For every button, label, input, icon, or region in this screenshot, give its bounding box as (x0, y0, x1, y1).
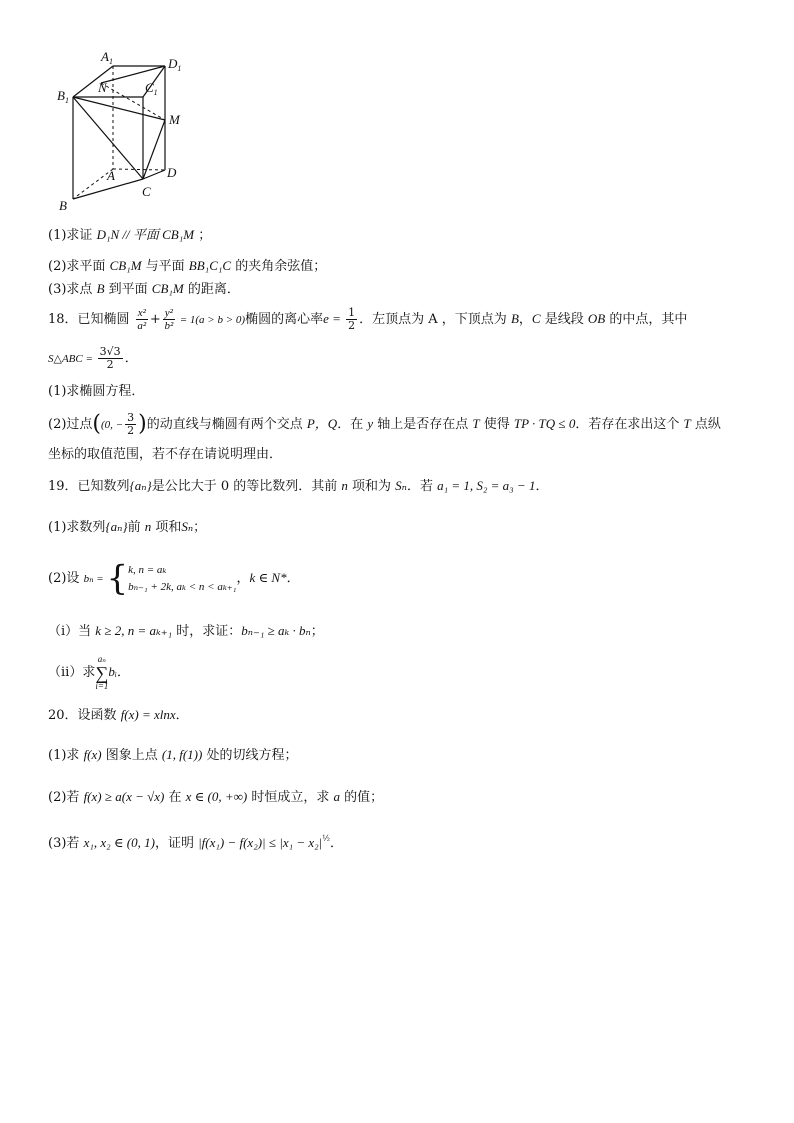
math: f(x) (83, 747, 102, 762)
text: (2)设 (48, 571, 84, 586)
q20-part3 (48, 830, 343, 853)
text: ．若存在求出这个 (575, 417, 684, 432)
math: {aₙ} (129, 478, 152, 493)
label-c1: $C_1$ (145, 80, 158, 97)
q19-sub-i (48, 622, 324, 641)
q18-intro: 18．已知椭圆 $\frac{\text{x²}}{\text{a²}}$ + $\frac{\text{y²}}{\text{b²}}$ = 1(a > b > 0)椭圆的离心率e = $\frac{1}{2}$ ．左顶点为 A ，下顶点为 B，C 是线段 OB 的中点，其中 (48, 306, 688, 332)
text: ．在 (337, 417, 368, 432)
label-b: B (59, 198, 67, 213)
text: 20．设函数 (48, 708, 121, 723)
text: 项和为 (347, 479, 396, 494)
q19-intro (48, 477, 548, 496)
math: a₁ = 1, S₂ = a₃ − 1 (437, 478, 536, 493)
math: e = (323, 311, 345, 326)
label-m: M (169, 112, 180, 127)
text: 的距离． (183, 282, 240, 297)
label-d1: $D_1$ (168, 56, 182, 73)
q20-intro (48, 706, 189, 725)
text: 是线段 (540, 312, 588, 327)
q18-part1 (48, 383, 144, 401)
hidden-edge-a-d (113, 169, 165, 170)
prism-figure (55, 48, 195, 218)
text: 时恒成立，求 (247, 790, 334, 805)
q20-part1 (48, 746, 297, 765)
math: bₙ = (83, 573, 107, 585)
q19-sub-ii (48, 652, 130, 693)
text: (2)过点 (48, 417, 93, 432)
text: ，证明 (154, 836, 199, 851)
summation: aₙ ∑ i=1 (95, 653, 109, 691)
text: 椭圆的离心率 (245, 312, 324, 327)
math: x ∈ (0, +∞) (185, 789, 248, 804)
math: bᵢ (108, 664, 117, 679)
math: B (510, 311, 519, 326)
math: n (341, 478, 348, 493)
math: = 1(a > b > 0) (176, 314, 246, 326)
text: (2)若 (48, 790, 84, 805)
math: T (472, 416, 480, 431)
text: ， (236, 571, 250, 586)
fraction: $\frac{3}{2}$ (127, 411, 135, 437)
math: {aₙ} (105, 519, 128, 534)
text: ．左顶点为 A ，下顶点为 (359, 312, 511, 327)
q18-area (48, 344, 138, 374)
math: (1, f(1)) (161, 747, 203, 762)
q19-part1 (48, 518, 206, 537)
text: 18．已知椭圆 (48, 312, 130, 327)
text: (1)求数列 (48, 520, 106, 535)
math: TP · TQ ≤ 0 (513, 416, 576, 431)
text: 的中点，其中 (605, 312, 688, 327)
fraction: $\frac{\text{x²}}{\text{a²}}$ (137, 307, 147, 332)
q17-part3 (48, 280, 240, 299)
text: 处的切线方程； (202, 748, 298, 763)
text: 使得 (479, 417, 514, 432)
math: T (683, 416, 691, 431)
math: Sₙ (395, 478, 407, 493)
label-a1: $A_1$ (101, 49, 113, 66)
text: ．若 (406, 479, 438, 494)
math: BB₁C₁C (188, 258, 232, 273)
q17-part1 (48, 226, 211, 245)
brace: { (106, 558, 129, 599)
q20-part2 (48, 788, 383, 807)
math: k ∈ N* (249, 570, 287, 585)
math: B (96, 281, 105, 296)
text: (3)求点 (48, 282, 97, 297)
label-a: A (107, 168, 115, 183)
q17-part2 (48, 257, 326, 276)
text: ． (330, 836, 344, 851)
text: （ⅰ）当 (48, 624, 96, 639)
math: S△ABC = (48, 353, 96, 365)
math: C (531, 311, 541, 326)
text: 坐标的取值范围，若不存在请说明理由． (48, 447, 283, 462)
text: 项和 (151, 520, 182, 535)
text: 轴上是否存在点 (373, 417, 473, 432)
text: ． (124, 351, 138, 366)
text: (1)求证 (48, 228, 97, 243)
text: ． (535, 479, 549, 494)
math: CB₁M (109, 258, 142, 273)
math: |f(x₁) − f(x₂)| ≤ |x₁ − x₂| (198, 835, 323, 850)
math: f(x) ≥ a(x − √x) (83, 789, 165, 804)
q19-part2 (48, 558, 300, 599)
math: bₙ₋₁ ≥ aₖ · bₙ (241, 623, 311, 638)
text: 前 (127, 520, 145, 535)
math: k ≥ 2, n = aₖ₊₁ (95, 623, 173, 638)
math: CB₁M (151, 281, 184, 296)
q18-part2: (2)过点((0, − $\frac{3}{2}$ )的动直线与椭圆有两个交点 P，Q．在 y 轴上是否存在点 T 使得 TP · TQ ≤ 0．若存在求出这个 T 点纵 (48, 411, 721, 437)
text: (1)求椭圆方程． (48, 384, 145, 399)
piecewise-cases: k, n = aₖ bₙ₋₁ + 2k, aₖ < n < aₖ₊₁ (128, 563, 237, 593)
math: P，Q (306, 416, 338, 431)
label-c: C (142, 184, 151, 199)
math: OB (587, 311, 606, 326)
text: 19．已知数列 (48, 479, 130, 494)
math: a (333, 789, 340, 804)
label-b1: $B_1$ (57, 88, 69, 105)
text: 时，求证： (172, 624, 242, 639)
q18-part2-cont (48, 446, 282, 464)
text: (2)求平面 (48, 259, 110, 274)
text: ． (286, 571, 300, 586)
fraction: $\frac{3√3}{2}$ (99, 345, 121, 371)
text: 在 (164, 790, 186, 805)
math: (0, − (101, 419, 124, 431)
text: 点纵 (690, 417, 721, 432)
math: y (367, 416, 374, 431)
math: Sₙ (181, 519, 194, 534)
text: 图象上点 (101, 748, 162, 763)
label-n: N (98, 80, 107, 95)
text: 与平面 (141, 259, 189, 274)
fraction: $\frac{\text{y²}}{\text{b²}}$ (164, 307, 174, 332)
text: ； (310, 624, 324, 639)
text: 是公比大于 0 的等比数列．其前 (151, 479, 342, 494)
text: ． (116, 665, 130, 680)
fraction: $\frac{1}{2}$ (348, 306, 356, 332)
math: x₁, x₂ ∈ (0, 1) (83, 835, 155, 850)
text: （ⅱ）求 (48, 665, 96, 680)
text: ． (175, 708, 189, 723)
text: ， (518, 312, 532, 327)
exponent: ½ (322, 834, 331, 843)
text: 到平面 (104, 282, 152, 297)
text: ； (193, 520, 207, 535)
math: D₁N // 平面 CB₁M (96, 227, 195, 242)
text: (3)若 (48, 836, 84, 851)
text: ； (194, 228, 212, 243)
text: 的动直线与椭圆有两个交点 (146, 417, 307, 432)
math: n (144, 519, 152, 534)
label-d: D (167, 165, 177, 180)
segment-b1-m (73, 97, 165, 120)
text: 的值； (339, 790, 384, 805)
segment-b1-c (73, 97, 143, 179)
text: 的夹角余弦值； (231, 259, 327, 274)
text: (1)求 (48, 748, 84, 763)
math: f(x) = xlnx (120, 707, 176, 722)
